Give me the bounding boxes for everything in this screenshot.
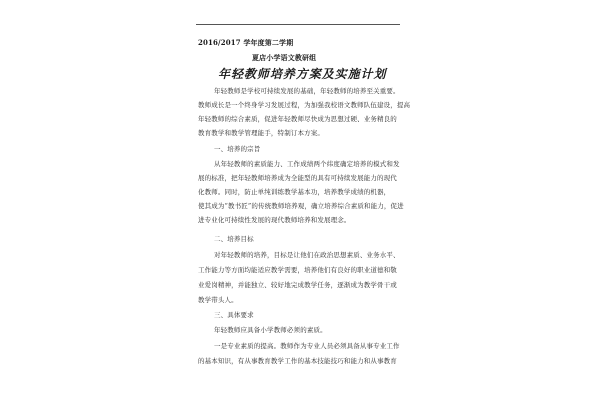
body-line: 进专业化可持续性发展的现代教师培养和发展理念。 (198, 216, 351, 224)
document-page (196, 0, 411, 400)
document-title: 年轻教师培养方案及实施计划 (218, 67, 387, 81)
body-line: 教育教学和教学管理能手，特制订本方案。 (198, 129, 324, 137)
body-line: 年轻教师是学校可持续发展的基础，年轻教师的培养至关重要。 (214, 87, 400, 95)
body-line: 年轻教师的综合素质，促进年轻教师尽快成为思想过硬、业务精良的 (198, 115, 397, 123)
body-line: 年轻教师应具备小学教师必须的素质。 (214, 326, 327, 334)
body-line: 教师成长是一个终身学习发展过程，为加强我校语文教师队伍建设，提高 (198, 101, 411, 109)
header-rule (196, 24, 400, 25)
body-line: 展的标准，把年轻教师培养成为全能型的具有可持续发展能力的现代 (198, 174, 397, 182)
body-line: 工作能力等方面均能适应教学需要，培养他们有良好的职业道德和敬 (198, 266, 397, 274)
section-heading: 一、培养的宗旨 (214, 145, 261, 153)
body-line: 教学带头人。 (198, 296, 238, 304)
school-term: 2016/2017 学年度第二学期 (198, 38, 294, 47)
body-line: 的基本知识，有从事教育教学工作的基本技能技巧和能力和从事教育 (198, 357, 397, 365)
body-line: 使其成为“教书匠”的传统教师培养观，确立培养综合素质和能力，促进 (198, 202, 404, 210)
teaching-group: 夏店小学语文教研组 (252, 53, 317, 62)
body-line: 从年轻教师的素质能力、工作成绩两个纬度确定培养的模式和发 (214, 160, 400, 168)
body-line: 对年轻教师的培养，目标是让他们在政治思想素质、业务水平、 (214, 251, 400, 259)
body-line: 业爱岗精神，并能独立、较好地完成教学任务，逐渐成为教学骨干或 (198, 281, 397, 289)
body-line: 一是专业素质的提高。教师作为专业人员必须具备从事专业工作 (214, 342, 400, 350)
section-heading: 二、培养目标 (214, 235, 254, 243)
body-line: 化教师。同时，防止单纯训练教学基本功，培养教学成绩的机器， (198, 188, 391, 196)
section-heading: 三、具体要求 (214, 311, 254, 319)
